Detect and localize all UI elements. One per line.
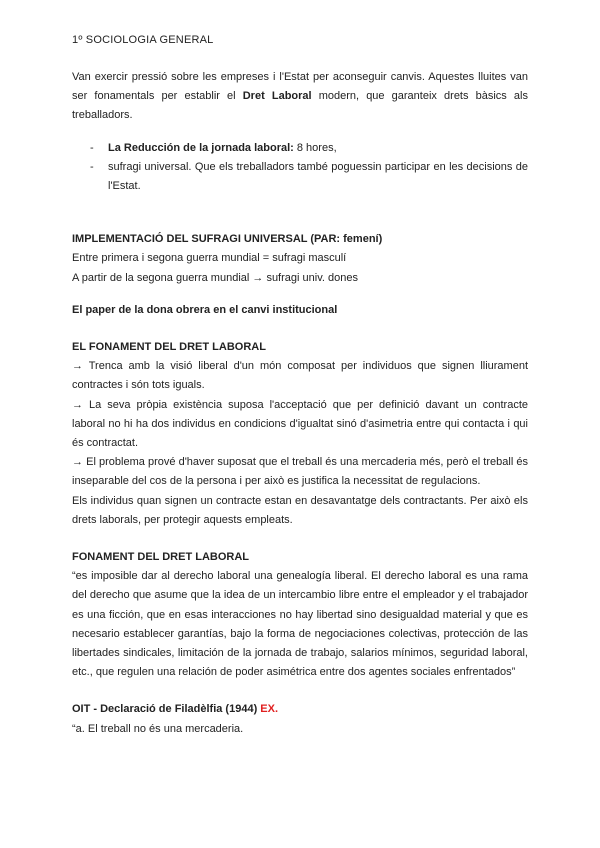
exam-tag: EX.	[260, 703, 279, 716]
bullet-text: 8 hores,	[293, 141, 337, 154]
section-heading-oit	[72, 700, 528, 719]
list-item	[72, 158, 528, 196]
bullet-dash: -	[90, 141, 94, 154]
text-line: Entre primera i segona guerra mundial = sufragi masculí	[72, 252, 347, 265]
bullet-bold: La Reducción de la jornada laboral:	[108, 141, 294, 154]
paragraph: Els individus quan signen un contracte estan en desavantatge dels contractants. Per això els drets laborals, per protegir aquests empleats.	[72, 494, 528, 526]
paragraph: → El problema prové d'haver suposat que el treball és una mercaderia més, però el treball és inseparable del cos de la persona i per això es justifica la necessitat de regulacions.	[72, 456, 528, 488]
intro-paragraph	[72, 68, 528, 126]
quote-paragraph: “es imposible dar al derecho laboral una genealogía liberal. El derecho laboral es una rama del derecho que asume que la idea de un intercambio libre entre el empleador y el trabajador es una ficción, que en esas interacciones no hay libertad sino desigualdad material y que es necesario establecer garantías, bajo la forma de negociaciones colectivas, protección de las libertades sindicales, limitación de la jornada de trabajo, salarios mínimos, seguridad laboral, etc., que regulen una relación de poder asimétrica entre dos agentes sociales enfrentados”	[72, 570, 528, 679]
intro-text-before: Van exercir pressió sobre les empreses i l'Estat per aconseguir canvis. Aquestes lluites van ser fonamentals per establir el	[72, 71, 528, 103]
bullet-text: sufragi universal. Que els treballadors també poguessin participar en les decisions de l'Estat.	[108, 160, 528, 193]
text-line: “a. El treball no és una mercaderia.	[72, 722, 244, 735]
section-heading-fonament: EL FONAMENT DEL DRET LABORAL	[72, 341, 266, 354]
paragraph: → Trenca amb la visió liberal d'un món composat per individuos que signen lliurament contractes i són tots iguals.	[72, 360, 528, 392]
section-heading-dona-obrera: El paper de la dona obrera en el canvi institucional	[72, 303, 338, 316]
oit-heading-text: OIT - Declaració de Filadèlfia (1944)	[72, 703, 258, 716]
document-body	[72, 68, 528, 739]
bullet-dash: -	[90, 160, 94, 173]
section-heading-fonament-2: FONAMENT DEL DRET LABORAL	[72, 551, 250, 564]
page-header: 1º SOCIOLOGIA GENERAL	[72, 34, 214, 46]
intro-bold-term: Dret Laboral	[242, 90, 312, 103]
bullet-list	[72, 139, 528, 197]
intro-text-after: modern, que garanteix drets bàsics als treballadors.	[72, 90, 528, 122]
text-line: A partir de la segona guerra mundial → sufragi univ. dones	[72, 271, 358, 284]
section-heading-sufragi: IMPLEMENTACIÓ DEL SUFRAGI UNIVERSAL (PAR: femení)	[72, 233, 383, 246]
list-item	[72, 139, 528, 158]
paragraph: → La seva pròpia existència suposa l'acceptació que per definició davant un contracte laboral no hi ha dos individus en condicions d'igualtat sinó d'asimetria entre qui contacta i qui és contractat.	[72, 398, 528, 450]
